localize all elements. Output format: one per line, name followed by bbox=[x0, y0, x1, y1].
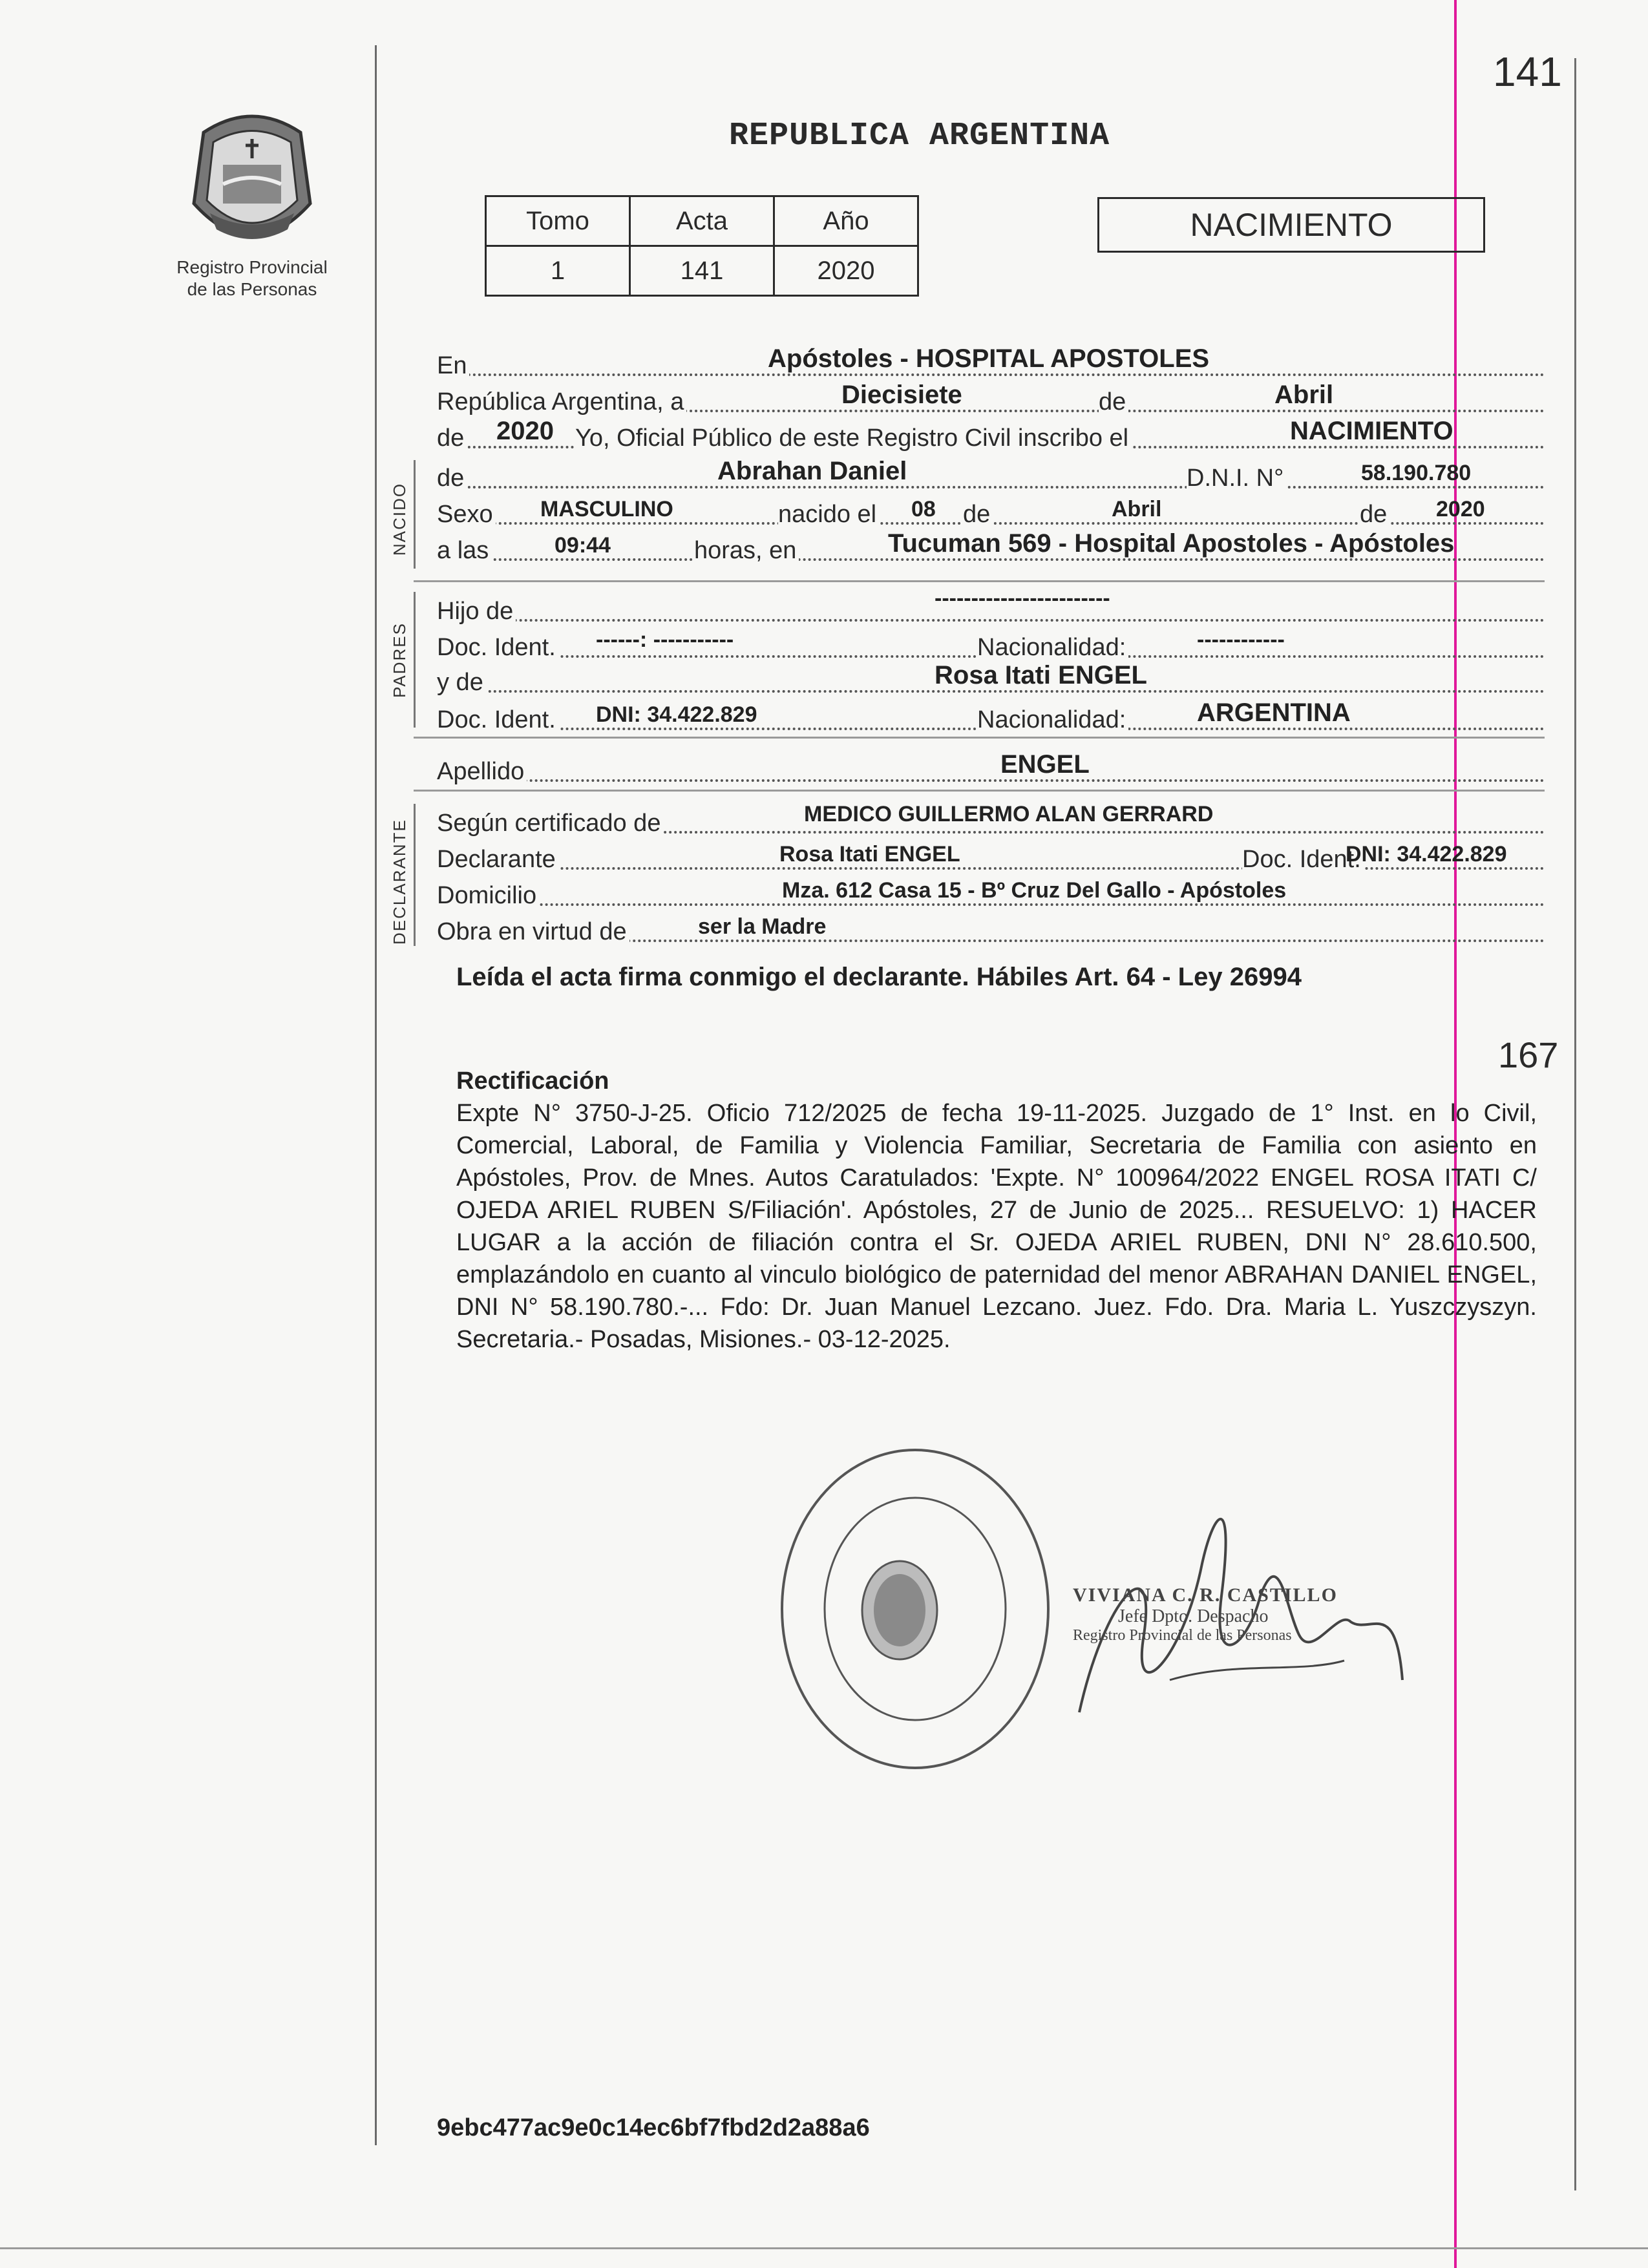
value-domicilio: Mza. 612 Casa 15 - Bº Cruz Del Gallo - Apóstoles bbox=[782, 878, 1287, 903]
value-dia: Diecisiete bbox=[841, 381, 962, 409]
label-obra: Obra en virtud de bbox=[437, 918, 629, 946]
value-acto: NACIMIENTO bbox=[1290, 417, 1453, 445]
dotted-line bbox=[437, 486, 1545, 488]
value-madre: Rosa Itati ENGEL bbox=[935, 661, 1147, 689]
value-anio-nac: 2020 bbox=[1436, 497, 1485, 521]
value-madre-doc: DNI: 34.422.829 bbox=[596, 702, 757, 727]
label-de2: de bbox=[437, 425, 467, 452]
value-nombre: Abrahan Daniel bbox=[717, 457, 907, 485]
label-nacido-el: nacido el bbox=[778, 501, 879, 529]
row-apellido bbox=[437, 750, 1545, 786]
right-margin-line bbox=[1574, 58, 1576, 2190]
record-header-tomo: Tomo bbox=[486, 196, 630, 246]
dotted-line bbox=[437, 619, 1545, 622]
value-mes: Abril bbox=[1274, 381, 1334, 409]
record-value-anio: 2020 bbox=[774, 246, 918, 296]
declarante-sidebar-line bbox=[414, 804, 416, 946]
record-value-tomo: 1 bbox=[486, 246, 630, 296]
value-hora: 09:44 bbox=[555, 533, 611, 558]
label-y-de: y de bbox=[437, 669, 486, 697]
record-header-acta: Acta bbox=[630, 196, 774, 246]
dotted-line bbox=[437, 867, 1545, 870]
padres-sidebar-line bbox=[414, 592, 416, 728]
row-nombre bbox=[437, 457, 1545, 492]
label-yo: Yo, Oficial Público de este Registro Civil inscribo el bbox=[575, 425, 1131, 452]
province-seal-icon bbox=[184, 107, 320, 255]
value-certificado: MEDICO GUILLERMO ALAN GERRARD bbox=[804, 802, 1214, 826]
label-dni: D.N.I. N° bbox=[1187, 465, 1286, 492]
label-republica: República Argentina, a bbox=[437, 388, 686, 416]
label-de: de bbox=[1099, 388, 1128, 416]
closing-statement: Leída el acta firma conmigo el declarante. Hábiles Art. 64 - Ley 26994 bbox=[456, 963, 1302, 991]
side-label-padres: PADRES bbox=[390, 622, 409, 698]
official-stamp bbox=[773, 1441, 1057, 1777]
value-sexo: MASCULINO bbox=[540, 497, 673, 521]
record-table-values bbox=[486, 246, 918, 296]
value-declarante-doc: DNI: 34.422.829 bbox=[1346, 842, 1507, 866]
signer-block bbox=[1073, 1584, 1409, 1644]
value-anio: 2020 bbox=[496, 417, 554, 445]
value-obra: ser la Madre bbox=[698, 914, 827, 939]
label-apellido: Apellido bbox=[437, 758, 527, 786]
record-value-acta: 141 bbox=[630, 246, 774, 296]
label-en: En bbox=[437, 352, 469, 380]
label-a-las: a las bbox=[437, 537, 491, 565]
value-lugar-nac: Tucuman 569 - Hospital Apostoles - Apóstoles bbox=[888, 529, 1455, 558]
row-declarante bbox=[437, 841, 1545, 874]
value-padre: ------------------------ bbox=[935, 586, 1110, 611]
label-doc-ident-3: Doc. Ident. bbox=[1242, 846, 1364, 874]
label-nacionalidad: Nacionalidad: bbox=[977, 634, 1128, 662]
side-label-nacido: NACIDO bbox=[390, 482, 409, 556]
label-nacionalidad-2: Nacionalidad: bbox=[977, 706, 1128, 734]
record-type-box: NACIMIENTO bbox=[1097, 197, 1485, 253]
label-de4: de bbox=[963, 501, 993, 529]
value-lugar: Apóstoles - HOSPITAL APOSTOLES bbox=[768, 344, 1210, 373]
section-separator bbox=[414, 737, 1545, 739]
value-dia-nac: 08 bbox=[911, 497, 936, 521]
label-horas-en: horas, en bbox=[694, 537, 799, 565]
row-hijo-de bbox=[437, 586, 1545, 625]
row-padre-doc bbox=[437, 629, 1545, 662]
value-padre-nac: ------------ bbox=[1197, 627, 1285, 652]
value-declarante: Rosa Itati ENGEL bbox=[779, 842, 960, 866]
registry-name bbox=[155, 257, 349, 300]
label-domicilio: Domicilio bbox=[437, 882, 539, 910]
row-anio bbox=[437, 417, 1545, 452]
row-madre-doc bbox=[437, 698, 1545, 734]
registry-line-1: Registro Provincial bbox=[176, 257, 328, 277]
bottom-edge-line bbox=[0, 2247, 1648, 2249]
row-domicilio bbox=[437, 877, 1545, 910]
page-number-2: 167 bbox=[1498, 1034, 1559, 1075]
left-margin-line bbox=[375, 45, 377, 2145]
province-seal-logo bbox=[184, 107, 320, 255]
rectificacion-body: Expte N° 3750-J-25. Oficio 712/2025 de fecha 19-11-2025. Juzgado de 1° Inst. en lo Civil, Comercial, Laboral, de Familia y Violencia Familiar, Secretaria de Familia con asiento en Apóstoles, Prov. de Mnes. Autos Caratulados: 'Expte. N° 100964/2022 ENGEL ROSA ITATI C/ OJEDA ARIEL RUBEN S/Filiación'. Apóstoles, 27 de Junio de 2025... RESUELVO: 1) HACER LUGAR a la acción de filiación contra el Sr. OJEDA ARIEL RUBEN, DNI N° 28.610.500, emplazándolo en cuanto al vinculo biológico de paternidad del menor ABRAHAN DANIEL ENGEL, DNI N° 58.190.780.-... Fdo: Dr. Juan Manuel Lezcano. Juez. Fdo. Dra. Maria L. Yuszczyszyn. Secretaria.- Posadas, Misiones.- 03-12-2025. bbox=[456, 1100, 1537, 1353]
label-de5: de bbox=[1360, 501, 1389, 529]
row-en bbox=[437, 344, 1545, 380]
side-label-declarante: DECLARANTE bbox=[390, 819, 409, 945]
country-title: REPUBLICA ARGENTINA bbox=[729, 118, 1110, 154]
label-de3: de bbox=[437, 465, 467, 492]
dotted-line bbox=[437, 903, 1545, 906]
dotted-line bbox=[437, 779, 1545, 782]
section-separator bbox=[414, 790, 1545, 792]
label-doc-ident: Doc. Ident. bbox=[437, 634, 558, 662]
section-separator bbox=[414, 580, 1545, 582]
value-mes-nac: Abril bbox=[1112, 497, 1162, 521]
value-apellido: ENGEL bbox=[1000, 750, 1090, 779]
dotted-line bbox=[437, 690, 1545, 693]
record-table bbox=[485, 195, 919, 297]
dotted-line bbox=[437, 558, 1545, 561]
document-hash: 9ebc477ac9e0c14ec6bf7fbd2d2a88a6 bbox=[437, 2114, 870, 2141]
record-header-anio: Año bbox=[774, 196, 918, 246]
label-declarante: Declarante bbox=[437, 846, 558, 874]
row-hora bbox=[437, 529, 1545, 565]
page-number: 141 bbox=[1493, 48, 1562, 95]
label-segun: Según certificado de bbox=[437, 810, 663, 837]
row-y-de bbox=[437, 661, 1545, 697]
signer-org: Registro Provincial de las Personas bbox=[1073, 1627, 1292, 1644]
record-table-header bbox=[486, 196, 918, 246]
signer-title: Jefe Dpto. Despacho bbox=[1118, 1606, 1269, 1626]
label-doc-ident-2: Doc. Ident. bbox=[437, 706, 558, 734]
row-obra bbox=[437, 914, 1545, 946]
dotted-line bbox=[437, 373, 1545, 376]
signer-name: VIVIANA C. R. CASTILLO bbox=[1073, 1584, 1338, 1606]
row-certificado bbox=[437, 802, 1545, 837]
official-stamp-icon bbox=[773, 1441, 1057, 1777]
registry-line-2: de las Personas bbox=[187, 279, 317, 299]
row-sexo bbox=[437, 496, 1545, 529]
value-padre-doc: ------: ----------- bbox=[596, 627, 734, 652]
row-fecha bbox=[437, 381, 1545, 416]
rectificacion-title: Rectificación bbox=[456, 1067, 609, 1095]
value-madre-nac: ARGENTINA bbox=[1197, 698, 1351, 727]
value-dni: 58.190.780 bbox=[1361, 461, 1472, 485]
label-sexo: Sexo bbox=[437, 501, 496, 529]
nacido-sidebar-line bbox=[414, 460, 416, 569]
label-hijo-de: Hijo de bbox=[437, 598, 516, 625]
